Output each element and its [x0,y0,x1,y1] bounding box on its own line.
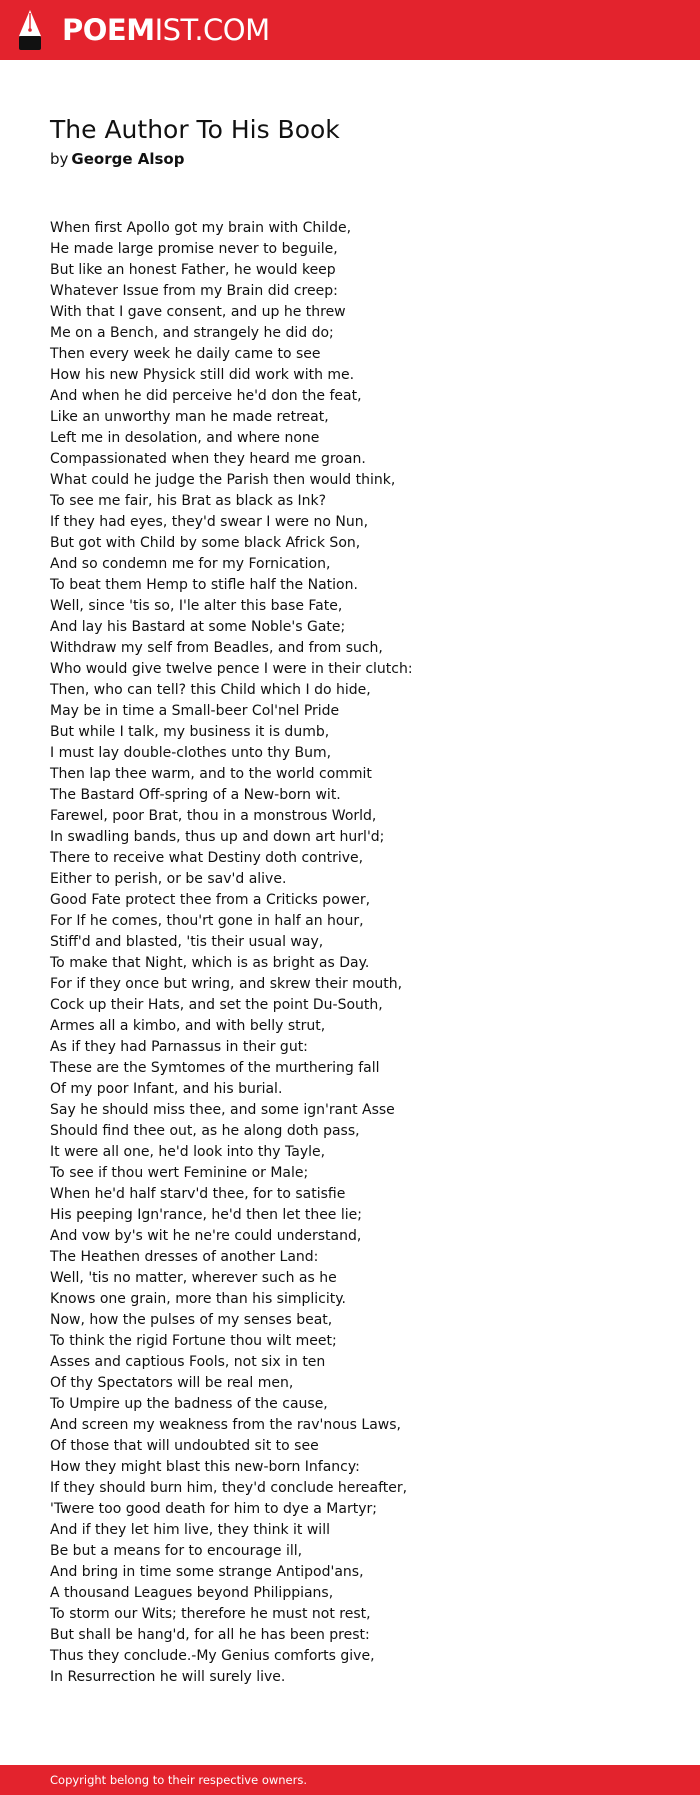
poem-line: In swadling bands, thus up and down art hurl'd; [50,829,385,845]
poem-line: How they might blast this new-born Infancy: [50,1459,360,1475]
poem-line: And so condemn me for my Fornication, [50,556,331,572]
poem-line: Then lap thee warm, and to the world commit [50,766,372,782]
poem-line: Left me in desolation, and where none [50,430,320,446]
poem-line: May be in time a Small-beer Col'nel Pride [50,703,340,719]
poem-line: Good Fate protect thee from a Criticks power, [50,892,371,908]
poem-line: Then every week he daily came to see [50,346,321,362]
poem-line: And lay his Bastard at some Noble's Gate; [50,619,346,635]
poem-line: Farewel, poor Brat, thou in a monstrous World, [50,808,377,824]
poem-line: Of thy Spectators will be real men, [50,1375,294,1391]
poem-line: And screen my weakness from the rav'nous Laws, [50,1417,401,1433]
poem-line: Thus they conclude.-My Genius comforts give, [50,1648,375,1664]
poem-line: Me on a Bench, and strangely he did do; [50,325,334,341]
poem-line: To beat them Hemp to stifle half the Nation. [50,577,358,593]
poem-line: Who would give twelve pence I were in their clutch: [50,661,413,677]
poem-line: For If he comes, thou'rt gone in half an hour, [50,913,364,929]
poem-title: The Author To His Book [50,115,340,144]
poem-line: Stiff'd and blasted, 'tis their usual way, [50,934,324,950]
poem-line: To see if thou wert Feminine or Male; [50,1165,309,1181]
poem-line: A thousand Leagues beyond Philippians, [50,1585,334,1601]
poem-line: But while I talk, my business it is dumb, [50,724,330,740]
author-link[interactable]: George Alsop [71,150,185,168]
poem-line: Be but a means for to encourage ill, [50,1543,303,1559]
poem-text [50,218,413,1688]
poem-line: Of those that will undoubted sit to see [50,1438,319,1454]
poem-line: There to receive what Destiny doth contrive, [50,850,364,866]
poem-line: Withdraw my self from Beadles, and from such, [50,640,383,656]
site-footer [0,1765,700,1795]
poem-line: And bring in time some strange Antipod'ans, [50,1564,364,1580]
poem-line: Knows one grain, more than his simplicity. [50,1291,346,1307]
poem-line: Well, 'tis no matter, wherever such as he [50,1270,337,1286]
poem-line: For if they once but wring, and skrew their mouth, [50,976,403,992]
site-logo-text [62,9,270,51]
site-header [0,0,700,60]
poem-line: Compassionated when they heard me groan. [50,451,366,467]
poem-line: Armes all a kimbo, and with belly strut, [50,1018,326,1034]
poem-line: Now, how the pulses of my senses beat, [50,1312,333,1328]
poem-line: Either to perish, or be sav'd alive. [50,871,287,887]
poem-line: To see me fair, his Brat as black as Ink? [50,493,327,509]
poem-line: And vow by's wit he ne're could understand, [50,1228,362,1244]
poem-line: But like an honest Father, he would keep [50,262,336,278]
by-label: by [50,150,69,168]
poem-line: Cock up their Hats, and set the point Du-South, [50,997,383,1013]
poem-line: But got with Child by some black Africk Son, [50,535,361,551]
poem-line: It were all one, he'd look into thy Tayle, [50,1144,326,1160]
poem-line: What could he judge the Parish then would think, [50,472,396,488]
poem-line: To Umpire up the badness of the cause, [50,1396,328,1412]
poem-line: To make that Night, which is as bright as Day. [50,955,370,971]
poem-line: Asses and captious Fools, not six in ten [50,1354,326,1370]
poem-line: If they had eyes, they'd swear I were no Nun, [50,514,369,530]
site-logo-link[interactable] [18,9,270,51]
poem-line: His peeping Ign'rance, he'd then let thee lie; [50,1207,362,1223]
pen-nib-icon [18,9,42,51]
poem-line: To storm our Wits; therefore he must not rest, [50,1606,371,1622]
poem-line: Like an unworthy man he made retreat, [50,409,329,425]
poem-line: But shall be hang'd, for all he has been prest: [50,1627,370,1643]
poem-line: And when he did perceive he'd don the feat, [50,388,362,404]
poem-line: How his new Physick still did work with me. [50,367,355,383]
poem-line: In Resurrection he will surely live. [50,1669,286,1685]
poem-line: Should find thee out, as he along doth pass, [50,1123,360,1139]
poem-line: 'Twere too good death for him to dye a Martyr; [50,1501,377,1517]
poem-line: Of my poor Infant, and his burial. [50,1081,283,1097]
poem-line: To think the rigid Fortune thou wilt meet; [50,1333,337,1349]
poem-line: I must lay double-clothes unto thy Bum, [50,745,332,761]
poem-line: With that I gave consent, and up he threw [50,304,346,320]
poem-line: If they should burn him, they'd conclude hereafter, [50,1480,408,1496]
logo-text-light: IST.COM [154,13,270,47]
poem-line: The Heathen dresses of another Land: [50,1249,319,1265]
logo-text-bold: POEM [62,13,155,47]
copyright-text: Copyright belong to their respective owners. [50,1773,308,1787]
poem-line: He made large promise never to beguile, [50,241,338,257]
poem-line: Well, since 'tis so, I'le alter this base Fate, [50,598,343,614]
poem-line: And if they let him live, they think it will [50,1522,330,1538]
poem-line: When he'd half starv'd thee, for to satisfie [50,1186,346,1202]
poem-line: Whatever Issue from my Brain did creep: [50,283,338,299]
poem-line: Say he should miss thee, and some ign'rant Asse [50,1102,395,1118]
poem-line: When first Apollo got my brain with Childe, [50,220,352,236]
poem-line: As if they had Parnassus in their gut: [50,1039,308,1055]
poem-line: These are the Symtomes of the murthering fall [50,1060,380,1076]
poem-line: The Bastard Off-spring of a New-born wit. [50,787,341,803]
poem-byline [50,148,184,170]
poem-line: Then, who can tell? this Child which I do hide, [50,682,371,698]
